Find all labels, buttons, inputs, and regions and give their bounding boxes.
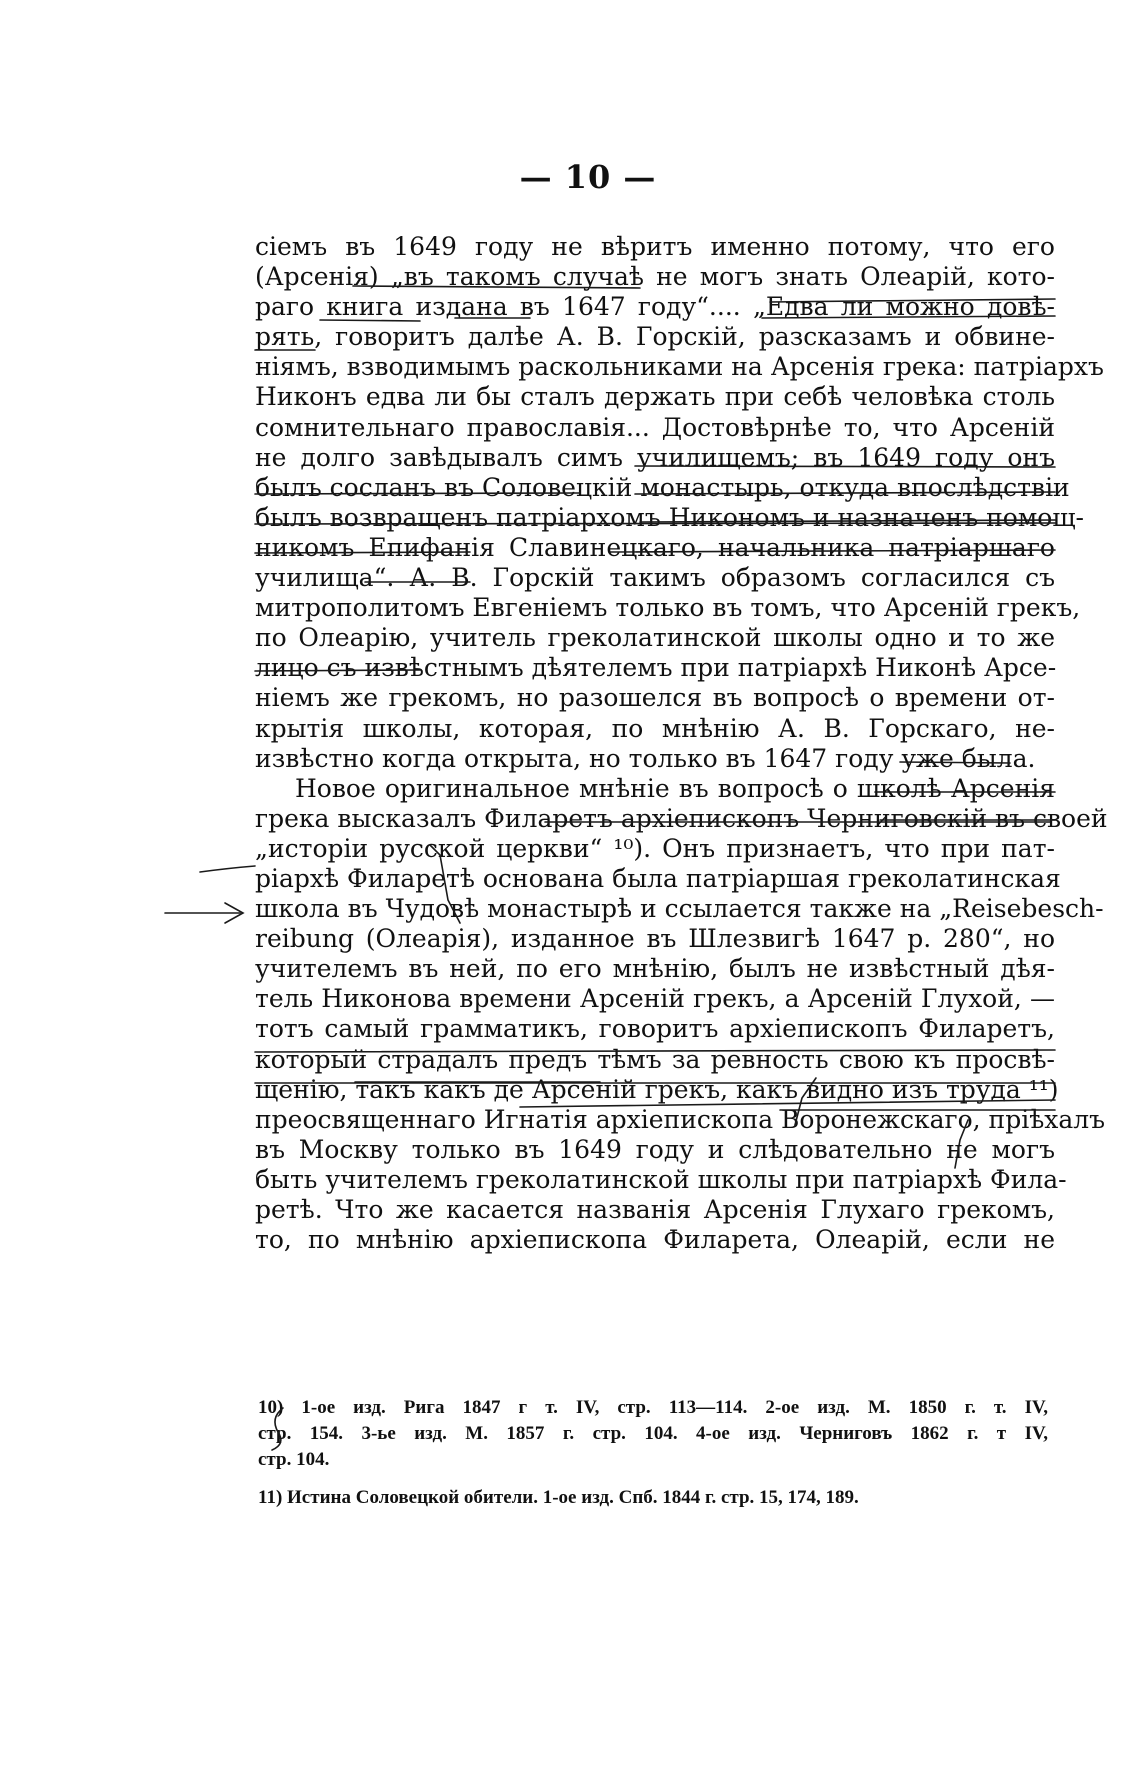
text-line: тель Никонова времени Арсеній грекъ, а Арсеній Глухой, — [255,984,1055,1014]
text-line: митрополитомъ Евгеніемъ только въ томъ, что Арсеній грекъ, [255,593,1081,623]
text-line: сіемъ въ 1649 году не вѣритъ именно потому, что его [255,232,1055,261]
footnote-10-line: стр. 104. [258,1449,330,1470]
text-line: рять, говоритъ далѣе А. В. Горскій, разсказамъ и обвине- [255,322,1055,352]
margin-arrow [225,903,243,923]
text-line: по Олеарію, учитель греколатинской школы одно и то же [255,623,1055,653]
text-line: школа въ Чудовѣ монастырѣ и ссылается также на „Reisebesch- [255,894,1104,924]
text-line: былъ возвращенъ патріархомъ Никономъ и назначенъ помощ- [255,502,1085,532]
footnote-10-line: стр. 154. 3-ье изд. М. 1857 г. стр. 104. 4-ое изд. Черниговъ 1862 г. т IV, [258,1423,1048,1444]
text-line: былъ сосланъ въ Соловецкій монастырь, откуда впослѣдствіи [255,472,1070,502]
text-line: Новое оригинальное мнѣніе въ вопросѣ о школѣ Арсенія [295,773,1055,803]
text-line: крытія школы, которая, по мнѣнію А. В. Горскаго, не- [255,713,1055,743]
text-line: раго книга издана въ 1647 году“.... „Едва ли можно довѣ- [255,292,1055,322]
text-line: преосвященнаго Игнатія архіепископа Воронежскаго, пріѣхалъ [255,1104,1106,1134]
text-line: въ Москву только въ 1649 году и слѣдовательно не могъ [255,1134,1055,1164]
text-line: тотъ самый грамматикъ, говоритъ архіепископъ Филаретъ, [255,1014,1055,1044]
text-line: Никонъ едва ли бы сталъ держать при себѣ человѣка столь [255,382,1055,412]
text-line: ніемъ же грекомъ, но разошелся въ вопросѣ о времени от- [255,683,1055,713]
text-line: сомнительнаго православія... Достовѣрнѣе то, что Арсеній [255,412,1055,442]
text-line: ріархѣ Филаретѣ основана была патріаршая греколатинская [255,863,1061,893]
text-line: училища“. А. В. Горскій такимъ образомъ согласился съ [255,563,1055,593]
footnote-11: 11) Истина Соловецкой обители. 1-ое изд. Спб. 1844 г. стр. 15, 174, 189. [258,1487,859,1508]
footnote-10-line: 10) 1-ое изд. Рига 1847 г т. IV, стр. 113—114. 2-ое изд. М. 1850 г. т. IV, [258,1397,1048,1418]
text-line: учителемъ въ ней, по его мнѣнію, былъ не извѣстный дѣя- [255,954,1055,984]
text-line: лицо съ извѣстнымъ дѣятелемъ при патріархѣ Никонѣ Арсе- [255,653,1057,683]
page-number: — 10 — [519,158,657,196]
text-line: (Арсенія) „въ такомъ случаѣ не могъ знать Олеарій, кото- [255,262,1055,292]
text-line: быть учителемъ греколатинской школы при патріархѣ Фила- [255,1164,1067,1194]
footnotes [258,1395,1048,1511]
text-line: „исторіи русской церкви“ ¹⁰). Онъ признаетъ, что при пат- [255,833,1055,863]
body-text [255,232,1108,1255]
footnote-gap [258,1473,1048,1485]
margin-arrow [200,866,255,872]
text-line: не долго завѣдывалъ симъ училищемъ; въ 1649 году онъ [255,442,1055,472]
text-line: щенію, такъ какъ де Арсеній грекъ, какъ видно изъ труда ¹¹) [255,1074,1059,1104]
text-line: то, по мнѣнію архіепископа Филарета, Олеарій, если не [255,1225,1055,1255]
text-line: никомъ Епифанія Славинецкаго, начальника патріаршаго [255,532,1055,562]
text-line: ніямъ, взводимымъ раскольниками на Арсенія грека: патріархъ [255,352,1104,382]
text-line: который страдалъ предъ тѣмъ за ревность свою къ просвѣ- [255,1044,1055,1074]
text-line: извѣстно когда открыта, но только въ 1647 году уже была. [255,743,1036,773]
text-line: грека высказалъ Филаретъ архіепископъ Черниговскій въ своей [255,803,1108,833]
text-line: reibung (Олеарія), изданное въ Шлезвигѣ 1647 р. 280“, но [255,924,1055,954]
text-line: ретѣ. Что же касается названія Арсенія Глухаго грекомъ, [255,1195,1055,1224]
